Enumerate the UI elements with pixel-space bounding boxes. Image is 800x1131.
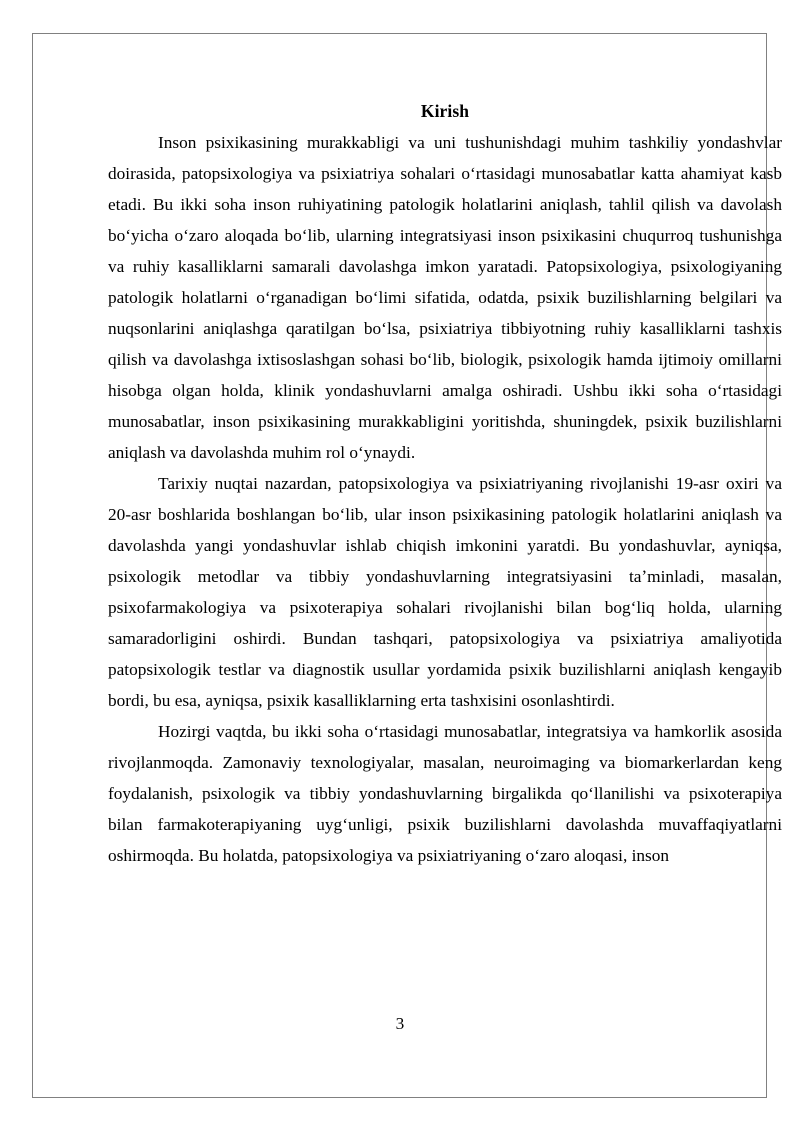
page-number: 3 bbox=[395, 1014, 405, 1033]
page-border-frame bbox=[32, 33, 782, 1098]
body-paragraph: Tarixiy nuqtai nazardan, patopsixologiya va psixiatriyaning rivojlanishi 19-asr oxiri va 20-asr boshlarida boshlangan boʻlib, ular inson psixikasining patologik holatlarini aniqlash va davolashda yangi yondashuvlar ishlab chiqish imkonini yaratdi. Bu yondashuvlar, ayniqsa, psixologik metodlar va tibbiy yondashuvlarning integratsiyasini taʼminladi, masalan, psixofarmakologiya va psixoterapiya sohalari rivojlanishi bilan bogʻliq holda, ularning samaradorligini oshirdi. Bundan tashqari, patopsixologiya va psixiatriya amaliyotida patopsixologik testlar va diagnostik usullar yordamida psixik buzilishlarni aniqlash kengayib bordi, bu esa, ayniqsa, psixik kasalliklarning erta tashxisini osonlashtirdi. bbox=[108, 474, 782, 710]
page-title: Kirish bbox=[420, 101, 470, 121]
body-paragraph: Inson psixikasining murakkabligi va uni tushunishdagi muhim tashkiliy yondashvlar doirasida, patopsixologiya va psixiatriya sohalari oʻrtasidagi munosabatlar katta ahamiyat kasb etadi. Bu ikki soha inson ruhiyatining patologik holatlarini aniqlash, tahlil qilish va davolash boʻyicha oʻzaro aloqada boʻlib, ularning integratsiyasi inson psixikasini chuqurroq tushunishga va ruhiy kasalliklarni samarali davolashga imkon yaratadi. Patopsixologiya, psixologiyaning patologik holatlarni oʻrganadigan boʻlimi sifatida, odatda, psixik buzilishlarning belgilari va nuqsonlarini aniqlashga qaratilgan boʻlsa, psixiatriya tibbiyotning ruhiy kasalliklarni tashxis qilish va davolashga ixtisoslashgan sohasi boʻlib, biologik, psixologik hamda ijtimoiy omillarni hisobga olgan holda, klinik yondashuvlarni amalga oshiradi. Ushbu ikki soha oʻrtasidagi munosabatlar, inson psixikasining murakkabligini yoritishda, shuningdek, psixik buzilishlarni aniqlash va davolashda muhim rol oʻynaydi. bbox=[108, 133, 782, 462]
page-content bbox=[108, 96, 782, 871]
body-paragraph: Hozirgi vaqtda, bu ikki soha oʻrtasidagi munosabatlar, integratsiya va hamkorlik asosida rivojlanmoqda. Zamonaviy texnologiyalar, masalan, neuroimaging va biomarkerlardan keng foydalanish, psixologik va tibbiy yondashuvlarning birgalikda qoʻllanilishi va psixoterapiya bilan farmakoterapiyaning uygʻunligi, psixik buzilishlarni davolashda muvaffaqiyatlarni oshirmoqda. Bu holatda, patopsixologiya va psixiatriyaning oʻzaro aloqasi, inson bbox=[108, 722, 782, 865]
